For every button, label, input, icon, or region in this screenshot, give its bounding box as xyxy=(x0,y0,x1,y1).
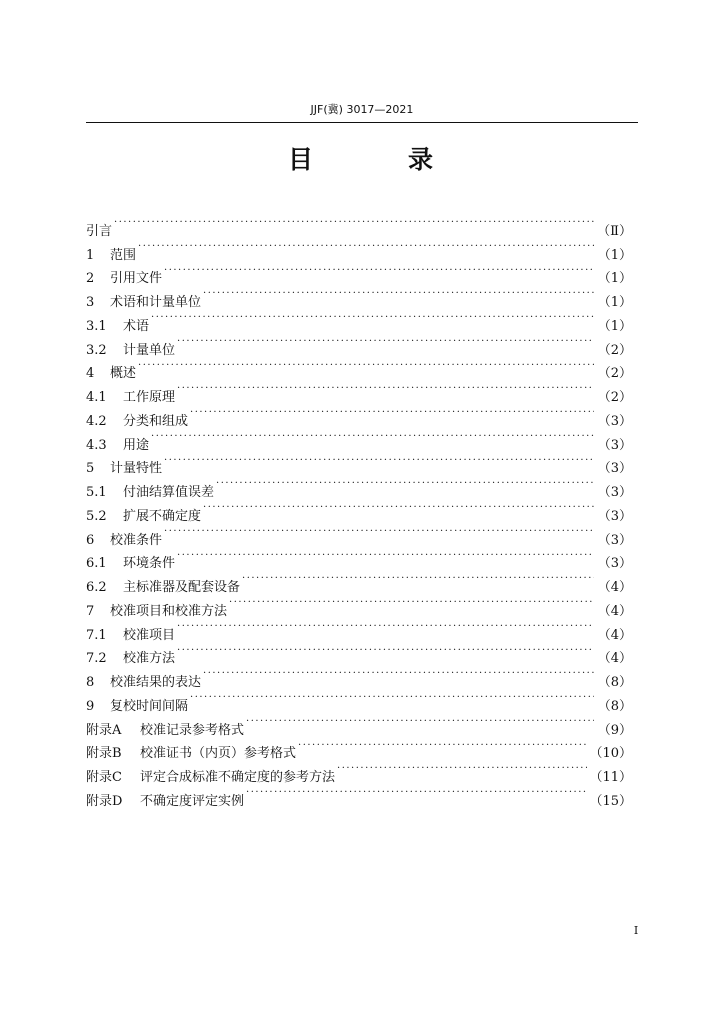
title-char-2: 录 xyxy=(408,145,434,174)
toc-entry[interactable] xyxy=(86,306,632,334)
toc-entry-label: 校准项目和校准方法 xyxy=(110,603,228,619)
toc-entry-number: 附录B xyxy=(86,746,122,762)
toc-entry-page: （3） xyxy=(597,437,632,453)
toc-dot-leader xyxy=(203,662,594,686)
toc-dot-leader xyxy=(138,235,594,259)
toc-entry-page: （2） xyxy=(597,366,632,382)
toc-entry-page: （8） xyxy=(597,675,632,690)
toc-entry-label: 术语 xyxy=(123,318,150,334)
toc-entry-page: （3） xyxy=(597,508,632,524)
toc-dot-leader xyxy=(177,639,594,663)
toc-entry-label: 工作原理 xyxy=(123,390,176,405)
toc-entry[interactable] xyxy=(86,377,632,405)
toc-dot-leader xyxy=(177,615,594,639)
toc-entry-label: 校准条件 xyxy=(110,532,163,548)
title-char-1: 目 xyxy=(288,145,314,174)
toc-entry-page: （4） xyxy=(597,580,632,595)
toc-entry[interactable] xyxy=(86,472,632,500)
toc-entry-page: （4） xyxy=(597,627,632,643)
toc-entry[interactable] xyxy=(86,330,632,358)
toc-entry-number: 8 xyxy=(86,675,95,690)
toc-entry-label: 引言 xyxy=(86,223,113,239)
toc-dot-leader xyxy=(151,306,594,330)
toc-entry-page: （1） xyxy=(597,318,632,334)
table-of-contents xyxy=(86,211,632,809)
toc-entry[interactable] xyxy=(86,520,632,548)
toc-entry-label: 付油结算值误差 xyxy=(123,485,215,500)
running-header: JJF(冀) 3017—2021 xyxy=(310,103,414,116)
toc-entry-number: 5.2 xyxy=(86,508,107,524)
toc-dot-leader xyxy=(246,781,587,805)
toc-entry-page: （4） xyxy=(597,603,632,619)
toc-entry-number: 7.1 xyxy=(86,627,107,643)
toc-entry-label: 计量特性 xyxy=(110,461,163,477)
toc-entry[interactable] xyxy=(86,449,632,477)
toc-entry-page: （8） xyxy=(597,698,632,714)
toc-entry-number: 3.2 xyxy=(86,342,107,358)
toc-entry-page: （4） xyxy=(597,651,632,667)
page-number: I xyxy=(633,924,639,937)
toc-entry-number: 4.1 xyxy=(86,390,107,405)
toc-entry-number: 附录D xyxy=(86,793,123,809)
toc-dot-leader xyxy=(151,425,594,449)
toc-entry[interactable] xyxy=(86,425,632,453)
toc-entry-label: 概述 xyxy=(110,366,137,382)
toc-dot-leader xyxy=(298,734,587,758)
toc-entry-number: 9 xyxy=(86,698,95,714)
toc-dot-leader xyxy=(203,496,594,520)
toc-entry-page: （3） xyxy=(597,413,632,429)
toc-entry-number: 5.1 xyxy=(86,485,107,500)
toc-entry-label: 引用文件 xyxy=(110,271,163,287)
toc-entry-label: 评定合成标准不确定度的参考方法 xyxy=(140,770,336,785)
toc-dot-leader xyxy=(190,686,594,710)
toc-dot-leader xyxy=(216,472,594,496)
toc-entry-label: 术语和计量单位 xyxy=(110,295,202,310)
toc-entry[interactable] xyxy=(86,544,632,572)
toc-entry-label: 校准项目 xyxy=(123,627,176,643)
toc-entry[interactable] xyxy=(86,235,632,263)
toc-entry-page: （15） xyxy=(589,793,632,809)
toc-entry-page: （2） xyxy=(597,342,632,358)
toc-entry-label: 用途 xyxy=(123,437,150,453)
toc-dot-leader xyxy=(164,520,594,544)
toc-dot-leader xyxy=(138,354,594,378)
toc-dot-leader xyxy=(246,710,594,734)
toc-entry-number: 4.2 xyxy=(86,413,107,429)
toc-entry[interactable] xyxy=(86,211,632,239)
toc-entry-page: （3） xyxy=(597,485,632,500)
toc-entry-number: 5 xyxy=(86,461,95,477)
toc-dot-leader xyxy=(242,567,594,591)
toc-dot-leader xyxy=(177,544,594,568)
toc-entry-label: 校准方法 xyxy=(123,651,176,667)
toc-dot-leader xyxy=(164,259,594,283)
toc-entry-page: （11） xyxy=(589,770,632,785)
toc-dot-leader xyxy=(177,330,594,354)
toc-entry-label: 范围 xyxy=(110,247,137,263)
toc-entry-label: 校准结果的表达 xyxy=(110,675,202,690)
toc-entry-label: 扩展不确定度 xyxy=(123,508,202,524)
toc-entry-page: （1） xyxy=(597,271,632,287)
toc-entry-label: 主标准器及配套设备 xyxy=(123,580,241,595)
toc-entry-page: （3） xyxy=(597,556,632,572)
toc-entry-number: 6.1 xyxy=(86,556,107,572)
toc-entry-number: 2 xyxy=(86,271,95,287)
toc-entry-number: 6.2 xyxy=(86,580,107,595)
toc-dot-leader xyxy=(337,757,587,781)
toc-entry-page: （3） xyxy=(597,461,632,477)
toc-entry-page: （10） xyxy=(589,746,632,762)
toc-entry-number: 7 xyxy=(86,603,95,619)
toc-entry-number: 附录A xyxy=(86,722,122,738)
toc-dot-leader xyxy=(229,591,594,615)
header-rule xyxy=(86,122,638,123)
toc-entry-label: 校准记录参考格式 xyxy=(140,722,245,738)
toc-entry-page: （1） xyxy=(597,247,632,263)
toc-entry-page: （1） xyxy=(597,295,632,310)
toc-dot-leader xyxy=(114,211,594,235)
toc-entry-page: （9） xyxy=(597,722,632,738)
toc-entry-label: 校准证书（内页）参考格式 xyxy=(140,746,297,762)
toc-dot-leader xyxy=(177,377,594,401)
toc-entry[interactable] xyxy=(86,282,632,310)
toc-entry-page: （Ⅱ） xyxy=(597,223,632,239)
toc-entry-number: 3.1 xyxy=(86,318,107,334)
toc-entry-label: 环境条件 xyxy=(123,556,176,572)
toc-dot-leader xyxy=(203,282,594,306)
page-title xyxy=(0,138,724,188)
toc-entry-label: 复校时间间隔 xyxy=(110,698,189,714)
toc-dot-leader xyxy=(164,449,594,473)
toc-entry-number: 1 xyxy=(86,247,95,263)
toc-entry-number: 4 xyxy=(86,366,95,382)
toc-entry-label: 不确定度评定实例 xyxy=(140,793,245,809)
toc-entry-number: 6 xyxy=(86,532,95,548)
toc-entry-number: 4.3 xyxy=(86,437,107,453)
toc-entry-page: （2） xyxy=(597,390,632,405)
toc-entry-label: 分类和组成 xyxy=(123,413,189,429)
toc-entry-label: 计量单位 xyxy=(123,342,176,358)
toc-entry[interactable] xyxy=(86,259,632,287)
toc-entry[interactable] xyxy=(86,354,632,382)
toc-entry-number: 附录C xyxy=(86,770,122,785)
toc-entry-page: （3） xyxy=(597,532,632,548)
toc-dot-leader xyxy=(190,401,594,425)
toc-entry-number: 3 xyxy=(86,295,95,310)
toc-entry-number: 7.2 xyxy=(86,651,107,667)
